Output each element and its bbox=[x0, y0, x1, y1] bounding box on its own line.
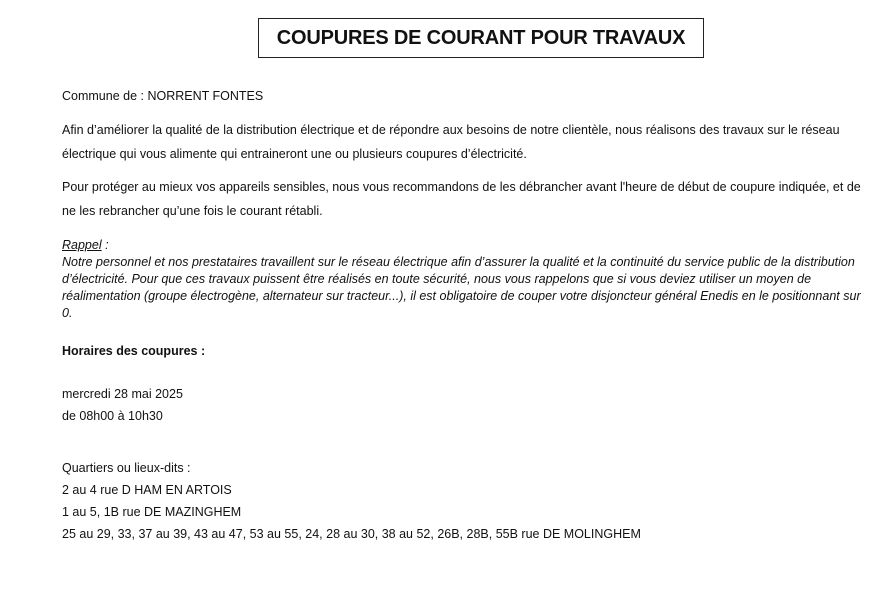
rappel-block bbox=[62, 237, 862, 322]
locations-heading: Quartiers ou lieux-dits : bbox=[62, 461, 191, 475]
intro-paragraph: Afin d’améliorer la qualité de la distribution électrique et de répondre aux besoins de notre clientèle, nous réalisons des travaux sur le réseau électrique qui vous alimente qui entraineront une ou plusieurs coupures d’électricité. bbox=[62, 123, 840, 161]
commune-line: Commune de : NORRENT FONTES bbox=[62, 89, 264, 103]
recommendation-paragraph: Pour protéger au mieux vos appareils sensibles, nous vous recommandons de les débrancher avant l'heure de début de coupure indiquée, et de ne les rebrancher qu’une fois le courant rétabli. bbox=[62, 180, 861, 218]
schedule-block bbox=[62, 383, 183, 427]
location-item: 1 au 5, 1B rue DE MAZINGHEM bbox=[62, 505, 242, 519]
horaires-heading: Horaires des coupures : bbox=[62, 344, 206, 358]
title-box bbox=[258, 18, 704, 58]
locations-block bbox=[62, 457, 641, 545]
rappel-label-suffix: : bbox=[101, 238, 109, 252]
location-item: 2 au 4 rue D HAM EN ARTOIS bbox=[62, 483, 232, 497]
schedule-time: de 08h00 à 10h30 bbox=[62, 409, 163, 423]
page-title: COUPURES DE COURANT POUR TRAVAUX bbox=[276, 26, 686, 49]
schedule-date: mercredi 28 mai 2025 bbox=[62, 387, 183, 401]
rappel-text: Notre personnel et nos prestataires travaillent sur le réseau électrique afin d’assurer la qualité et la continuité du service public de la distribution d’électricité. Pour que ces travaux puissent être réalisés en toute sécurité, nous vous rappelons que si vous deviez utiliser un moyen de réalimentation (groupe électrogène, alternateur sur tracteur...), il est obligatoire de couper votre disjoncteur général Enedis en le positionnant sur 0. bbox=[62, 255, 861, 320]
rappel-label: Rappel bbox=[62, 238, 102, 252]
location-item: 25 au 29, 33, 37 au 39, 43 au 47, 53 au 55, 24, 28 au 30, 38 au 52, 26B, 28B, 55B rue DE MOLINGHEM bbox=[62, 527, 641, 541]
rappel-heading bbox=[62, 237, 862, 254]
